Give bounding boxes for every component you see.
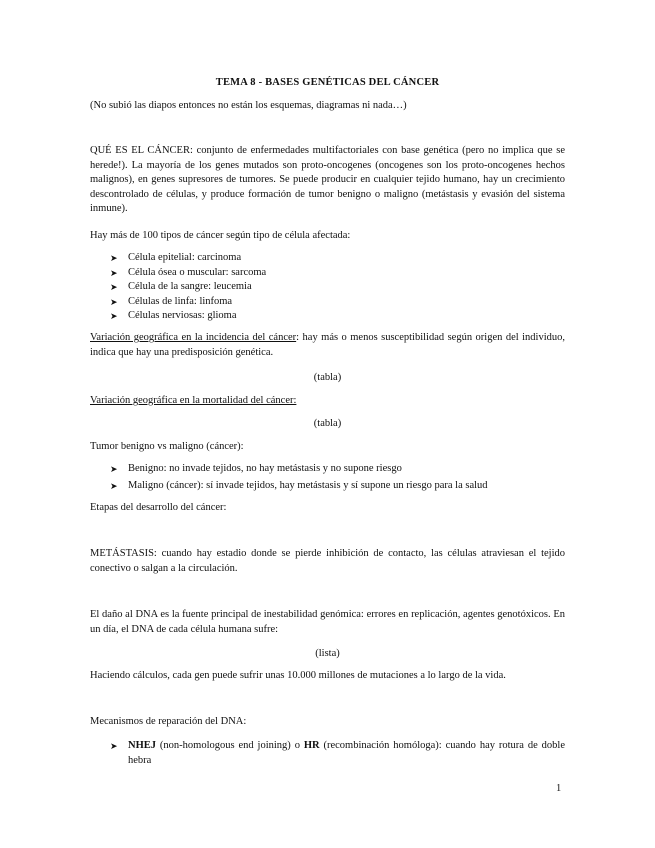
arrow-bullet-icon: ➤ (110, 741, 118, 751)
intro-note: (No subió las diapos entonces no están los esquemas, diagramas ni nada…) (90, 100, 407, 111)
metastasis-paragraph (90, 547, 565, 576)
list-item: ➤ Célula de la sangre: leucemia (90, 280, 565, 295)
tipos-intro: Hay más de 100 tipos de cáncer según tipo de célula afectada: (90, 230, 351, 241)
page-title: TEMA 8 - BASES GENÉTICAS DEL CÁNCER (215, 77, 440, 88)
tabla-placeholder-1: (tabla) (313, 372, 342, 383)
list-item: ➤ Células de linfa: linfoma (90, 295, 565, 310)
tabla-placeholder-2: (tabla) (313, 418, 342, 429)
etapas-heading: Etapas del desarrollo del cáncer: (90, 502, 227, 513)
arrow-bullet-icon: ➤ (110, 464, 118, 474)
page-number: 1 (556, 783, 562, 794)
metastasis-lead: METÁSTASIS (90, 548, 154, 559)
mortalidad-heading: Variación geográfica en la mortalidad del cáncer: (90, 395, 297, 406)
arrow-bullet-icon: ➤ (110, 296, 118, 307)
list-item: ➤ NHEJ (non-homologous end joining) o HR (recombinación homóloga): cuando hay rotura de doble hebra (110, 740, 565, 766)
que-es-paragraph (90, 144, 565, 217)
list-item: ➤ Célula epitelial: carcinoma (90, 251, 565, 266)
calculos-paragraph: Haciendo cálculos, cada gen puede sufrir unas 10.000 millones de mutaciones a lo largo de la vida. (90, 670, 506, 681)
incidencia-paragraph (90, 331, 565, 360)
metastasis-text: : cuando hay estadio donde se pierde inhibición de contacto, las células atraviesan el tejido conectivo o salgan a la circulación. (90, 548, 565, 574)
dano-paragraph: El daño al DNA es la fuente principal de inestabilidad genómica: errores en replicación, agentes genotóxicos. En un día, el DNA de cada célula humana sufre: (90, 609, 565, 635)
que-es-text: : conjunto de enfermedades multifactoriales con base genética (pero no implica que se herede!). La mayoría de los genes mutados son proto-oncogenes (oncogenes son los proto-oncogenes hechos malignos), en genes supresores de tumores. Se puede producir en cualquier tejido humano, hay un crecimiento descontrolado de células, y produce formación de tumor benigno o maligno (metástasis y evasión del sistema inmune). (90, 145, 565, 214)
list-item: ➤ Benigno: no invade tejidos, no hay metástasis y no supone riesgo (90, 462, 565, 477)
arrow-bullet-icon: ➤ (110, 253, 118, 263)
incidencia-text: : hay más o menos susceptibilidad según origen del individuo, indica que hay una predisposición genética. (90, 332, 565, 358)
tumor-list (90, 462, 565, 493)
tumor-intro: Tumor benigno vs maligno (cáncer): (90, 441, 244, 452)
que-es-lead: QUÉ ES EL CÁNCER (90, 145, 190, 156)
mecanismos-list (90, 739, 565, 768)
list-item: ➤ Célula ósea o muscular: sarcoma (90, 266, 565, 281)
mecanismos-heading: Mecanismos de reparación del DNA: (90, 716, 247, 727)
lista-placeholder: (lista) (315, 648, 340, 659)
arrow-bullet-icon: ➤ (110, 282, 118, 292)
incidencia-heading: Variación geográfica en la incidencia del cáncer (90, 332, 297, 343)
arrow-bullet-icon: ➤ (110, 311, 118, 321)
arrow-bullet-icon: ➤ (110, 480, 118, 491)
tipos-list (90, 251, 565, 324)
arrow-bullet-icon: ➤ (110, 267, 118, 278)
list-item: ➤ Células nerviosas: glioma (90, 309, 565, 324)
list-item: ➤ Maligno (cáncer): sí invade tejidos, hay metástasis y sí supone un riesgo para la salud (90, 479, 565, 494)
